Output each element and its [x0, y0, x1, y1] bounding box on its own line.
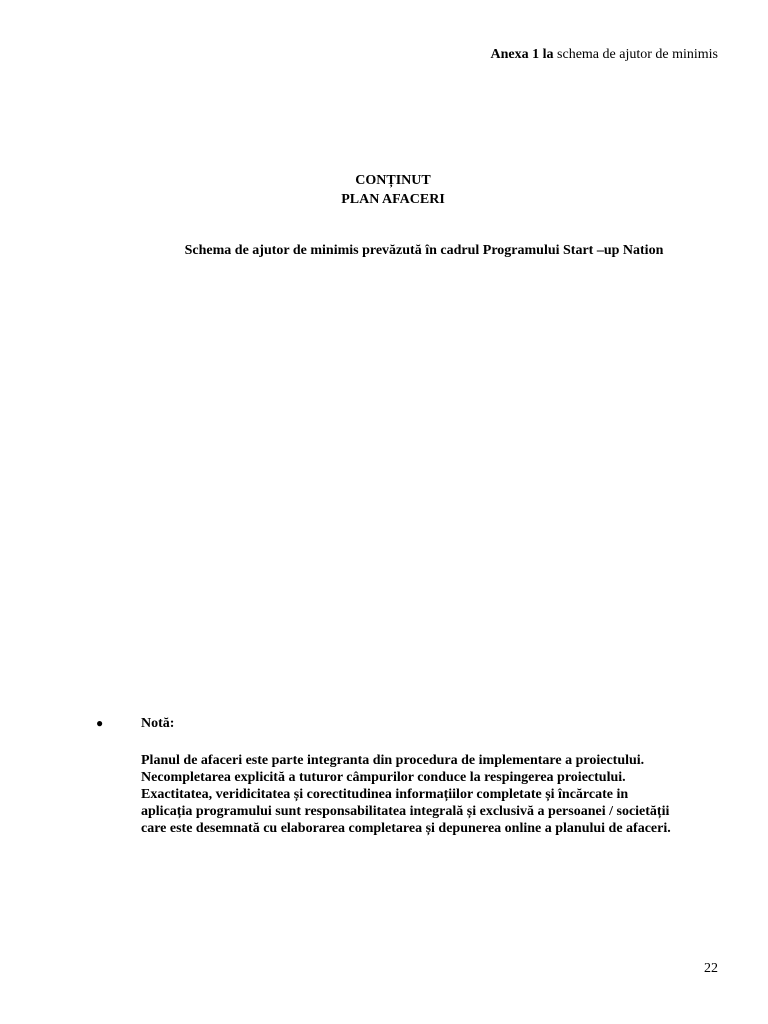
title-line-1: CONȚINUT: [355, 173, 431, 188]
annex-header: [491, 47, 718, 63]
note-label: Notă:: [141, 716, 175, 731]
note-line: Exactitatea, veridicitatea și corectitudinea informațiilor completate și încărcate in: [141, 787, 629, 802]
title-line-2: PLAN AFACERI: [341, 192, 445, 207]
note-line: care este desemnată cu elaborarea completarea și depunerea online a planului de afaceri.: [141, 821, 671, 836]
note-body: [141, 752, 721, 837]
bullet-icon: ●: [96, 716, 104, 730]
note-line: aplicația programului sunt responsabilitatea integrală și exclusivă a persoanei / societății: [141, 804, 670, 819]
annex-label: Anexa 1 la: [490, 47, 554, 62]
page-number: 22: [704, 961, 718, 976]
annex-scheme-text: schema de ajutor de minimis: [553, 47, 718, 62]
document-subtitle: Schema de ajutor de minimis prevăzută în cadrul Programului Start –up Nation: [184, 243, 664, 258]
note-line: Necompletarea explicită a tuturor câmpurilor conduce la respingerea proiectului.: [141, 770, 626, 785]
document-title: [0, 171, 768, 209]
note-line: Planul de afaceri este parte integranta din procedura de implementare a proiectului.: [141, 753, 645, 768]
